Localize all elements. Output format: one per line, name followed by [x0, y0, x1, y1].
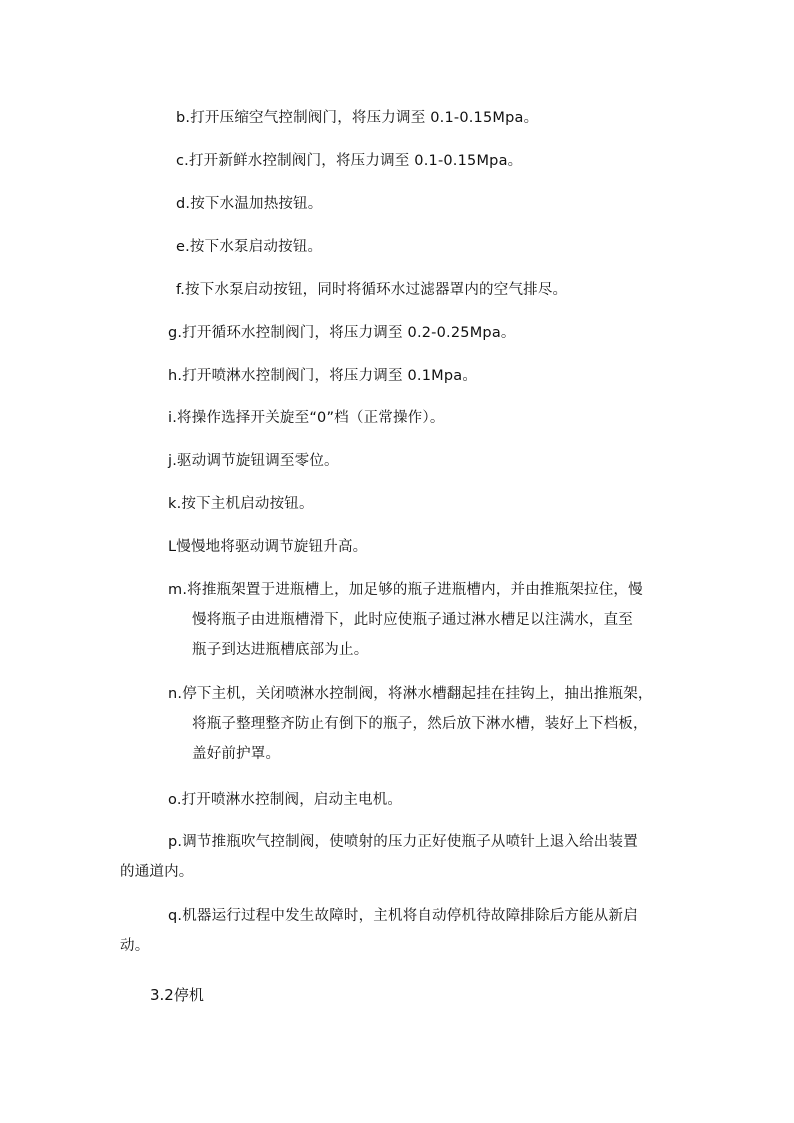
step-p-line-2: 的通道内。: [120, 864, 194, 880]
step-q-line-2: 动。: [120, 938, 150, 954]
step-p-line-1: p.调节推瓶吹气控制阀，使喷射的压力正好使瓶子从喷针上退入给出装置: [168, 834, 638, 850]
step-n-line-3: 盖好前护罩。: [192, 746, 281, 762]
step-o: o.打开喷淋水控制阀，启动主电机。: [168, 792, 403, 808]
step-m-line-1: m.将推瓶架置于进瓶槽上，加足够的瓶子进瓶槽内，并由推瓶架拉住，慢: [168, 582, 643, 598]
step-d: d.按下水温加热按钮。: [176, 196, 323, 212]
step-q-line-1: q.机器运行过程中发生故障时，主机将自动停机待故障排除后方能从新启: [168, 908, 638, 924]
step-j: j.驱动调节旋钮调至零位。: [168, 453, 339, 469]
step-h: h.打开喷淋水控制阀门，将压力调至 0.1Mpa。: [168, 368, 478, 384]
step-m-line-3: 瓶子到达进瓶槽底部为止。: [192, 642, 369, 658]
step-n-line-1: n.停下主机，关闭喷淋水控制阀，将淋水槽翻起挂在挂钩上，抽出推瓶架，: [168, 686, 653, 702]
section-heading-shutdown: 3.2停机: [150, 986, 204, 1004]
step-i: i.将操作选择开关旋至“0”档（正常操作）。: [168, 410, 445, 426]
step-f: f.按下水泵启动按钮，同时将循环水过滤器罩内的空气排尽。: [176, 282, 568, 298]
step-c: c.打开新鲜水控制阀门，将压力调至 0.1-0.15Mpa。: [176, 153, 523, 169]
step-k: k.按下主机启动按钮。: [168, 496, 314, 512]
step-n-line-2: 将瓶子整理整齐防止有倒下的瓶子，然后放下淋水槽，装好上下档板，: [192, 716, 648, 732]
step-b: b.打开压缩空气控制阀门，将压力调至 0.1-0.15Mpa。: [176, 110, 539, 126]
step-m-line-2: 慢将瓶子由进瓶槽滑下，此时应使瓶子通过淋水槽足以注满水，直至: [192, 612, 633, 628]
step-g: g.打开循环水控制阀门，将压力调至 0.2-0.25Mpa。: [168, 325, 516, 341]
step-l: L慢慢地将驱动调节旋钮升高。: [168, 539, 368, 555]
step-e: e.按下水泵启动按钮。: [176, 239, 323, 255]
